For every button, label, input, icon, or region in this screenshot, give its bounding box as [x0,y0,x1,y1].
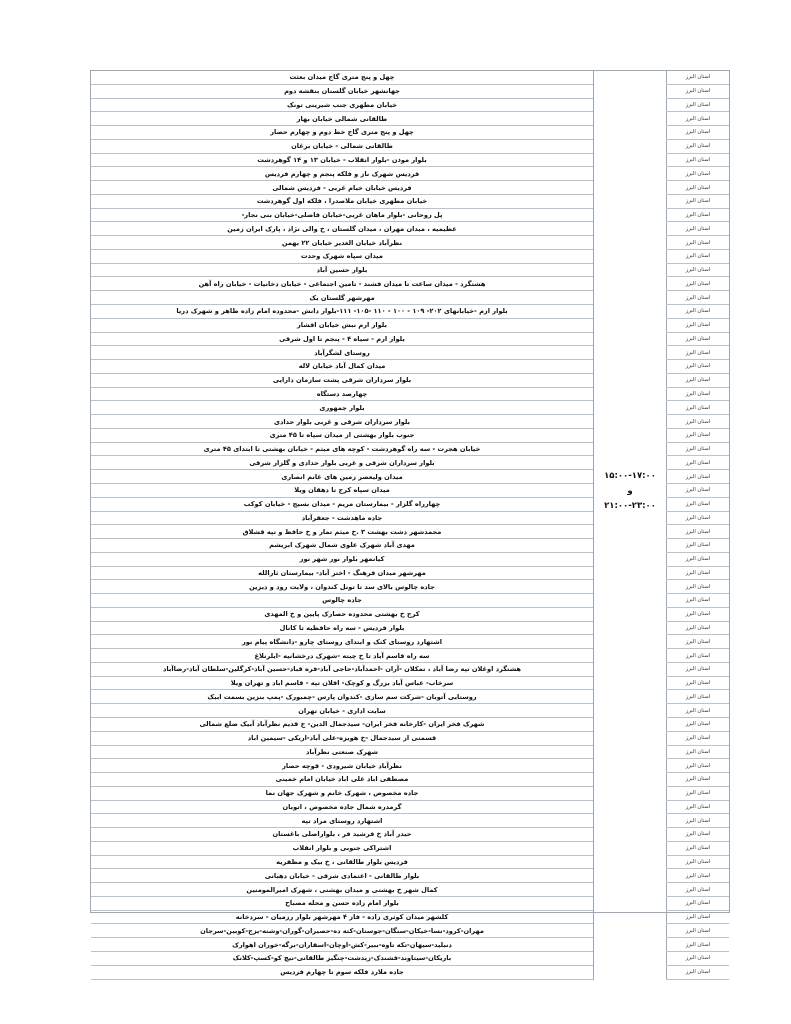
province-cell: استان البرز [667,373,730,387]
time-cell [594,704,667,718]
table-row [91,291,729,305]
address-cell: بلوار ارم نبش خیابان افشار [91,318,594,332]
time-cell [594,139,667,153]
address-cell: جاده چالوس [91,594,594,608]
time-cell [594,98,667,112]
table-row [91,690,729,704]
table-row [91,869,729,883]
address-cell: شهرک فخر ایران -کارخانه فخر ایران- سیدجمال الدین- ج قدیم نظرآباد آبیک ضلع شمالی [91,717,594,731]
province-cell: استان البرز [667,181,730,195]
address-cell: بلوار طالقانی - اعتمادی شرقی - خیابان دهبانی [91,869,594,883]
table-row [91,704,729,718]
province-cell: استان البرز [667,580,730,594]
province-cell: استان البرز [667,635,730,649]
time-cell [594,181,667,195]
address-cell: خیابان هجرت - سه راه گوهردشت - کوچه های میثم - خیابان بهشتی تا ابتدای ۴۵ متری [91,442,594,456]
address-cell: بلوار فردیس - سه راه حافظیه تا کانال [91,621,594,635]
province-cell: استان البرز [667,194,730,208]
table-row [91,924,729,938]
table-row [91,139,729,153]
schedule-table [90,70,730,977]
province-cell: استان البرز [667,236,730,250]
time-cell [594,828,667,842]
table-row [91,346,729,360]
address-cell: جهانشهر خیابان گلستان بنفشه دوم [91,84,594,98]
province-cell: استان البرز [667,883,730,897]
time-cell [594,731,667,745]
province-cell: استان البرز [667,773,730,787]
time-cell [594,607,667,621]
province-cell: استان البرز [667,71,730,84]
province-cell: استان البرز [667,745,730,759]
province-cell: استان البرز [667,167,730,181]
address-cell: چهل و پنج متری گاج میدان بعثت [91,71,594,84]
table-row [91,208,729,222]
address-cell: شهرک صنعتی نظرآباد [91,745,594,759]
time-range [594,469,666,514]
time-range-conjunction: و [627,486,633,496]
province-cell: استان البرز [667,814,730,828]
address-cell: بلوار سرداران شرقی و غربی بلوار حدادی و گلزار شرقی [91,456,594,470]
time-cell [594,318,667,332]
time-cell [594,800,667,814]
province-cell: استان البرز [667,552,730,566]
time-cell [594,841,667,855]
province-cell: استان البرز [667,126,730,140]
province-cell: استان البرز [667,662,730,676]
time-cell [594,373,667,387]
table-row [91,153,729,167]
address-cell: مصطفی اباد علی اباد خیابان امام خمینی [91,773,594,787]
address-cell: باریکان-سیتاوند-فشندک-زیدشت-چنگیز طالقانی-نیچ کو-کسپ-کلانک [91,952,594,966]
time-cell [594,814,667,828]
time-cell [594,896,667,910]
address-cell: روستای لشگرآباد [91,346,594,360]
time-cell [594,855,667,869]
table-row [91,745,729,759]
address-cell: مهرشهر میدان فرهنگ - اختر آباد- بیمارستان ثارالله [91,566,594,580]
province-cell: استان البرز [667,277,730,291]
time-cell [594,194,667,208]
time-cell [594,552,667,566]
province-cell: استان البرز [667,539,730,553]
table-row [91,387,729,401]
table-row [91,456,729,470]
time-cell [594,580,667,594]
time-cell [594,745,667,759]
time-cell [594,717,667,731]
province-cell: استان البرز [667,263,730,277]
address-cell: بلوار جمهوری [91,401,594,415]
time-range-second: ۲۱:۰۰-۲۳:۰۰ [604,501,656,511]
address-cell: چهارراه گلزار - بیمارستان مریم - میدان بسیج - خیابان کوکب [91,497,594,511]
province-cell: استان البرز [667,442,730,456]
time-cell [594,305,667,319]
address-cell: فردیس خیابان خیام غربی - فردیس شمالی [91,181,594,195]
time-cell [594,208,667,222]
time-cell [594,594,667,608]
address-cell: گرمدره شمال جاده مخصوص ، اتوبان [91,800,594,814]
time-cell [594,910,667,924]
address-cell: چهل و پنج متری گاج خط دوم و چهارم حصار [91,126,594,140]
table-row [91,277,729,291]
time-range-first: ۱۵:۰۰-۱۷:۰۰ [604,471,656,481]
address-cell: فردیس شهرک ناز و فلکه پنجم و چهارم فردیس [91,167,594,181]
time-cell [594,566,667,580]
province-cell: استان البرز [667,456,730,470]
province-cell: استان البرز [667,415,730,429]
table-row [91,428,729,442]
province-cell: استان البرز [667,208,730,222]
province-cell: استان البرز [667,84,730,98]
table-row [91,896,729,910]
time-cell [594,442,667,456]
time-cell [594,236,667,250]
address-cell: بلوار موذن -بلوار انقلاب - خیابان ۱۳ و ۱۴ گوهردشت [91,153,594,167]
address-cell: مهرشهر گلستان یک [91,291,594,305]
province-cell: استان البرز [667,470,730,484]
address-cell: سه راه قاسم آباد تا خ چیته -شهرک درخشانیه -ایلرنلاغ [91,649,594,663]
table-row [91,222,729,236]
province-cell: استان البرز [667,98,730,112]
address-cell: میدان ولیعصر زمین های غانم انصاری [91,470,594,484]
address-cell: طالقانی شمالی خیابان بهار [91,112,594,126]
province-cell: استان البرز [667,249,730,263]
time-cell [594,249,667,263]
address-cell: مهدی آباد شهرک علوی شمال شهرک ابریشم [91,539,594,553]
province-cell: استان البرز [667,112,730,126]
province-cell: استان البرز [667,717,730,731]
address-cell: هشتگرد - میدان ساعت تا میدان فشند - تامین اجتماعی - خیابان دخانیات - خیابان راه آهن [91,277,594,291]
table-row [91,938,729,952]
address-cell: عظیمیه ، میدان مهران ، میدان گلستان ، خ والی نژاد ، پارک ایران زمین [91,222,594,236]
address-cell: میدان سپاه شهرک وحدت [91,249,594,263]
province-cell: استان البرز [667,800,730,814]
table-row [91,305,729,319]
province-cell: استان البرز [667,786,730,800]
time-cell [594,965,667,979]
address-cell: مهران-کرود-نسا-خیکان-سنگان-جوستان-کته ده-حصیران-گوران-وشته-یزج-کوبین-سرجان [91,924,594,938]
province-cell: استان البرز [667,346,730,360]
province-cell: استان البرز [667,483,730,497]
table-row [91,621,729,635]
time-cell [594,869,667,883]
table-row [91,773,729,787]
table-row [91,525,729,539]
time-cell [594,635,667,649]
time-cell [594,360,667,374]
time-cell [594,387,667,401]
province-cell: استان البرز [667,910,730,924]
time-cell [594,332,667,346]
time-cell [594,690,667,704]
province-cell: استان البرز [667,731,730,745]
province-cell: استان البرز [667,924,730,938]
table-row [91,635,729,649]
table-row [91,112,729,126]
time-cell [594,662,667,676]
province-cell: استان البرز [667,759,730,773]
province-cell: استان البرز [667,676,730,690]
table-row [91,814,729,828]
time-cell [594,346,667,360]
table-row [91,539,729,553]
address-cell: جاده چالوس بالای سد تا تونل کندوان ، ولایت رود و دیزین [91,580,594,594]
province-cell: استان البرز [667,139,730,153]
table-row [91,952,729,966]
time-cell [594,676,667,690]
province-cell: استان البرز [667,511,730,525]
table-row [91,607,729,621]
time-cell [594,222,667,236]
table-row [91,360,729,374]
province-cell: استان البرز [667,965,730,979]
province-cell: استان البرز [667,869,730,883]
table-row [91,318,729,332]
address-cell: دنبلید-سیهان-تکه تاوه-ببیر-کش-اوچان-اسفاران-برگه-خوران اهوارک [91,938,594,952]
province-cell: استان البرز [667,525,730,539]
province-cell: استان البرز [667,497,730,511]
table-row [91,263,729,277]
time-cell [594,415,667,429]
address-cell: محمدشهر دشت بهشت ۳ .خ میثم تمار و خ حافظ و تپه قشلاق [91,525,594,539]
address-cell: اشتهارد روستای کتک و ابتدای روستای چارو -دانشگاه پیام نور [91,635,594,649]
table-row [91,883,729,897]
address-cell: کلشهر میدان کوثری زاده - فاز ۴ مهرشهر بلوار رزمیان - سردخانه [91,910,594,924]
province-cell: استان البرز [667,401,730,415]
time-cell [594,126,667,140]
address-cell: بلوار سرداران شرقی و غربی بلوار حدادی [91,415,594,429]
table-row [91,98,729,112]
table-row [91,965,729,979]
table-row [91,731,729,745]
table-row [91,194,729,208]
province-cell: استان البرز [667,690,730,704]
table-row [91,910,729,924]
time-cell [594,621,667,635]
address-cell: میدان سپاه کرج تا دهقان ویلا [91,483,594,497]
table-row [91,332,729,346]
table-row [91,249,729,263]
table-row [91,71,729,84]
time-cell [594,786,667,800]
table-row [91,580,729,594]
province-cell: استان البرز [667,855,730,869]
address-cell: پل روحانی -بلوار ماهان غربی-خیابان فاضلی-خیابان بنی نجار- [91,208,594,222]
province-cell: استان البرز [667,318,730,332]
address-cell: بلوار ارم - سیاه ۴ - پنجم تا اول شرقی [91,332,594,346]
province-cell: استان البرز [667,332,730,346]
table-row [91,126,729,140]
address-cell: سایت اداری - خیابان تهران [91,704,594,718]
table-row [91,84,729,98]
time-cell [594,759,667,773]
address-cell: فردیس بلوار طالقانی ، خ بیک و مظفریه [91,855,594,869]
province-cell: استان البرز [667,952,730,966]
province-cell: استان البرز [667,649,730,663]
address-cell: خیابان مطهری خیابان ملاصدرا ، فلکه اول گوهردشت [91,194,594,208]
province-cell: استان البرز [667,594,730,608]
time-cell [594,277,667,291]
time-cell [594,112,667,126]
time-cell [594,649,667,663]
table-row [91,841,729,855]
address-cell: بلوار حسین آباد [91,263,594,277]
address-cell: جاده ملارد فلکه سوم تا چهارم فردیس [91,965,594,979]
address-cell: اشتهارد روستای مراد تپه [91,814,594,828]
address-cell: طالقانی شمالی - خیابان برغان [91,139,594,153]
table-row [91,717,729,731]
address-cell: هشتگرد اوغلان تپه رضا آباد ، تمکلان -آران -احمدآباد-حاجی آباد-فره قباد-حسین آباد-کرگلین-سلطان آباد-رضاآباد [91,662,594,676]
table-row [91,800,729,814]
province-cell: استان البرز [667,841,730,855]
address-cell: کرج خ بهشتی محدوده حصارک پایین و خ المهدی [91,607,594,621]
address-cell: حیدر آباد خ فرشید فر ، بلواراصلی باغستان [91,828,594,842]
province-cell: استان البرز [667,621,730,635]
table-row [91,828,729,842]
time-cell [594,263,667,277]
address-cell: نظرآباد خیابان شیرودی - قوچه حصار [91,759,594,773]
address-cell: روستایی آتوبان -شرکت سم سازی -کندوان پارس -چمبورک -پمپ بنزین بسمت ابیک [91,690,594,704]
table-row [91,236,729,250]
time-cell [594,291,667,305]
time-cell [594,525,667,539]
province-cell: استان البرز [667,428,730,442]
table-row [91,594,729,608]
table-row [91,167,729,181]
province-cell: استان البرز [667,222,730,236]
province-cell: استان البرز [667,291,730,305]
table-row [91,442,729,456]
time-cell [594,539,667,553]
time-cell [594,773,667,787]
province-cell: استان البرز [667,828,730,842]
address-cell: نظرآباد خیابان الغدیر خیابان ۲۲ بهمن [91,236,594,250]
table-row [91,415,729,429]
table-row [91,649,729,663]
time-cell [594,428,667,442]
province-cell: استان البرز [667,387,730,401]
table-row [91,676,729,690]
address-cell: اشتراکی جنوبی و بلوار انقلاب [91,841,594,855]
time-cell [594,153,667,167]
time-cell [594,456,667,470]
province-cell: استان البرز [667,938,730,952]
table-row [91,759,729,773]
time-cell [594,167,667,181]
address-cell: جاده ماهدشت - جعفرآباد [91,511,594,525]
province-cell: استان البرز [667,566,730,580]
time-cell [594,84,667,98]
address-cell: میدان کمال آباد خیابان لاله [91,360,594,374]
address-cell: کمال شهر خ بهشتی و میدان بهشتی ، شهرک امیرالمومنین [91,883,594,897]
time-cell [594,924,667,938]
table-row [91,401,729,415]
table-row [91,373,729,387]
province-cell: استان البرز [667,607,730,621]
address-cell: کیانمهر بلوار نور شهر نور [91,552,594,566]
province-cell: استان البرز [667,896,730,910]
table-row [91,786,729,800]
time-cell [594,952,667,966]
table-row [91,566,729,580]
address-cell: خیابان مطهری جنب شیرینی تونک [91,98,594,112]
address-cell: چهارصد دستگاه [91,387,594,401]
table-row [91,181,729,195]
address-cell: قسمتی از سیدجمال -خ هویزه-علی آباد-اریکی -سیمین اباد [91,731,594,745]
time-cell [594,883,667,897]
province-cell: استان البرز [667,153,730,167]
address-cell: سرخاب- عباس آباد بزرگ و کوچک- افلان تپه - قاسم اباد و تهران ویلا [91,676,594,690]
schedule-grid [91,71,729,980]
address-cell: جنوب بلوار بهشتی از میدان سپاه تا ۴۵ متری [91,428,594,442]
time-cell [594,71,667,84]
time-cell [594,401,667,415]
time-cell [594,938,667,952]
address-cell: بلوار امام زاده حسن و محله مصباح [91,896,594,910]
province-cell: استان البرز [667,305,730,319]
address-cell: بلوار ارم -خیابانهای ۲۰۲- ۱۰۹ - ۱۰۰ - ۱۱۰ -۱۰۵- ۱۱۱-بلوار دانش -محدوده امام زاده طاهر و شهرک دریا [91,305,594,319]
table-row [91,552,729,566]
address-cell: بلوار سرداران شرقی پشت سازمان دارایی [91,373,594,387]
table-row [91,855,729,869]
province-cell: استان البرز [667,360,730,374]
address-cell: جاده مخصوص ، شهرک خانم و شهرک جهان نما [91,786,594,800]
table-row [91,662,729,676]
province-cell: استان البرز [667,704,730,718]
